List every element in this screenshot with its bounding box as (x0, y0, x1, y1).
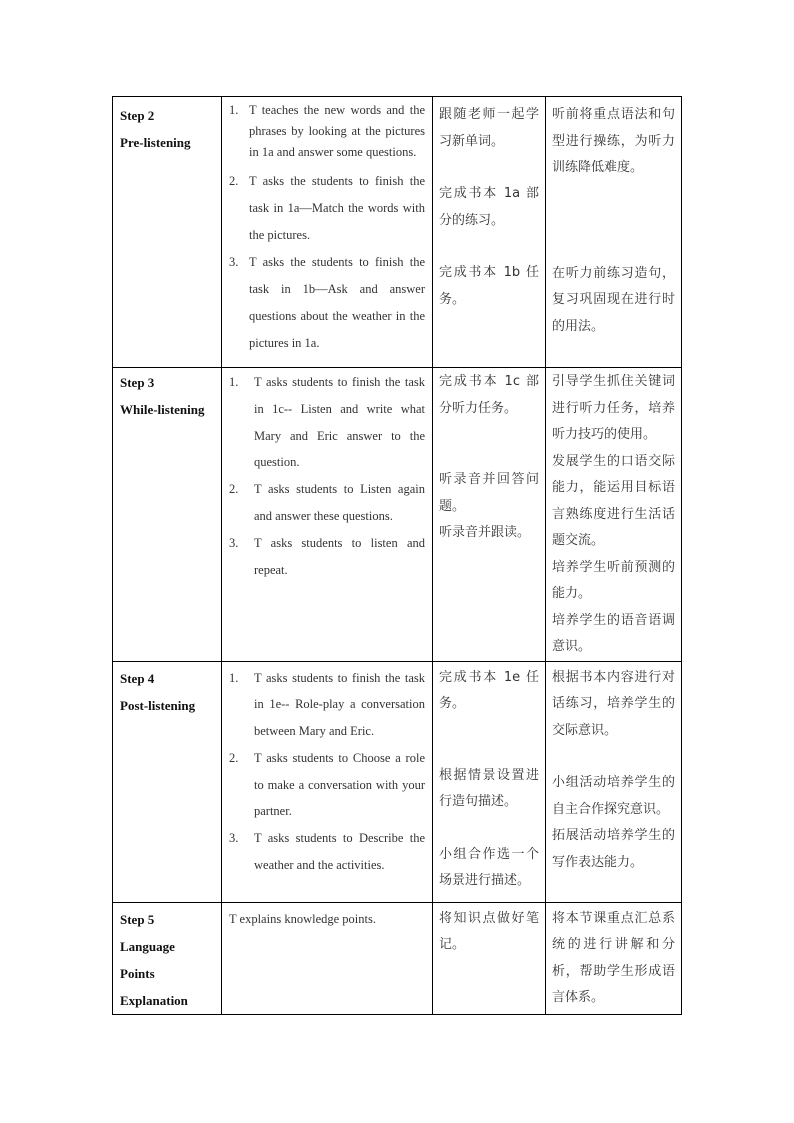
table-row-step-4 (113, 661, 682, 902)
step-title: Post-listening (120, 697, 196, 713)
list-item (229, 369, 425, 476)
item-text: T asks students to listen and repeat. (254, 535, 425, 577)
step-title: Language (120, 938, 175, 954)
item-number: 1. (229, 670, 239, 685)
step-number: Step 4 (120, 670, 155, 686)
item-text: T asks students to Listen again and answer these questions. (254, 482, 425, 523)
step-cell (113, 97, 222, 368)
item-text: T asks the students to finish the task in 1a—Match the words with the pictures. (249, 174, 425, 243)
teacher-activity-cell (222, 902, 433, 1014)
step-cell (113, 368, 222, 662)
purpose-text: 培养学生听前预测的能力。 (552, 559, 675, 601)
item-number: 1. (229, 103, 239, 117)
list-item (229, 168, 425, 249)
list-item (229, 825, 425, 879)
step-title: Explanation (120, 992, 188, 1008)
student-activity-cell (433, 97, 546, 368)
list-item (229, 100, 425, 162)
purpose-text: 听前将重点语法和句型进行操练，为听力训练降低难度。 (552, 107, 675, 175)
item-number: 3. (229, 535, 239, 550)
item-number: 2. (229, 750, 239, 765)
step-number: Step 5 (120, 911, 155, 927)
list-item (229, 745, 425, 825)
student-text: 听录音并回答问题。 (439, 472, 539, 514)
purpose-text: 发展学生的口语交际能力，能运用目标语言熟练度进行生活话题交流。 (552, 453, 675, 548)
purpose-cell (546, 97, 682, 368)
student-text: 跟随老师一起学习新单词。 (439, 107, 539, 149)
student-activity-cell (433, 902, 546, 1014)
item-text: T teaches the new words and the phrases by looking at the pictures in 1a and answer some questions. (249, 103, 425, 159)
item-number: 1. (229, 375, 239, 389)
step-title: While-listening (120, 402, 205, 417)
student-text: 完成书本 1e 任务。 (439, 669, 539, 711)
item-text: T asks students to Choose a role to make a conversation with your partner. (254, 750, 425, 819)
student-activity-cell (433, 368, 546, 662)
purpose-text: 引导学生抓住关键词进行听力任务，培养听力技巧的使用。 (552, 374, 675, 442)
student-text: 小组合作选一个场景进行描述。 (439, 846, 539, 888)
step-number: Step 3 (120, 375, 155, 390)
item-number: 2. (229, 174, 239, 189)
purpose-cell (546, 661, 682, 902)
purpose-cell (546, 368, 682, 662)
list-item (229, 476, 425, 530)
purpose-text: 将本节课重点汇总系统的进行讲解和分析，帮助学生形成语言体系。 (552, 910, 675, 1005)
student-text: 完成书本 1c 部分听力任务。 (439, 374, 539, 416)
purpose-text: 小组活动培养学生的自主合作探究意识。 (552, 775, 675, 817)
purpose-cell (546, 902, 682, 1014)
purpose-text: 拓展活动培养学生的写作表达能力。 (552, 828, 675, 870)
teacher-activity-cell (222, 661, 433, 902)
list-item (229, 530, 425, 584)
student-text: 根据情景设置进行造句描述。 (439, 767, 539, 809)
item-text: T asks students to finish the task in 1e-- Role-play a conversation between Mary and Eric. (254, 670, 425, 739)
step-title: Pre-listening (120, 135, 191, 150)
table-row-step-5 (113, 902, 682, 1014)
teacher-activity-cell (222, 368, 433, 662)
item-text: T asks students to Describe the weather and the activities. (254, 831, 425, 873)
student-activity-cell (433, 661, 546, 902)
list-item (229, 665, 425, 745)
step-cell (113, 661, 222, 902)
list-item (229, 249, 425, 357)
student-text: 完成书本 1a 部分的练习。 (439, 186, 539, 228)
student-text: 完成书本 1b 任务。 (439, 265, 539, 307)
lesson-plan-table (112, 96, 682, 1015)
item-text: T asks students to finish the task in 1c-- Listen and write what Mary and Eric answer to the question. (254, 375, 425, 470)
purpose-text: 根据书本内容进行对话练习，培养学生的交际意识。 (552, 669, 675, 738)
purpose-text: 培养学生的语音语调意识。 (552, 612, 675, 654)
purpose-text: 在听力前练习造句，复习巩固现在进行时的用法。 (552, 265, 675, 334)
step-number: Step 2 (120, 108, 155, 123)
teacher-activity-cell (222, 97, 433, 368)
item-text: T explains knowledge points. (229, 911, 376, 926)
item-number: 3. (229, 831, 239, 846)
item-number: 3. (229, 255, 239, 270)
table-row-step-3 (113, 368, 682, 662)
student-text: 将知识点做好笔记。 (439, 910, 539, 952)
step-title: Points (120, 965, 155, 981)
table-row-step-2 (113, 97, 682, 368)
student-text: 听录音并跟读。 (439, 525, 531, 540)
item-text: T asks the students to finish the task in 1b—Ask and answer questions about the weather in the pictures in 1a. (249, 255, 425, 351)
step-cell (113, 902, 222, 1014)
item-number: 2. (229, 482, 239, 497)
